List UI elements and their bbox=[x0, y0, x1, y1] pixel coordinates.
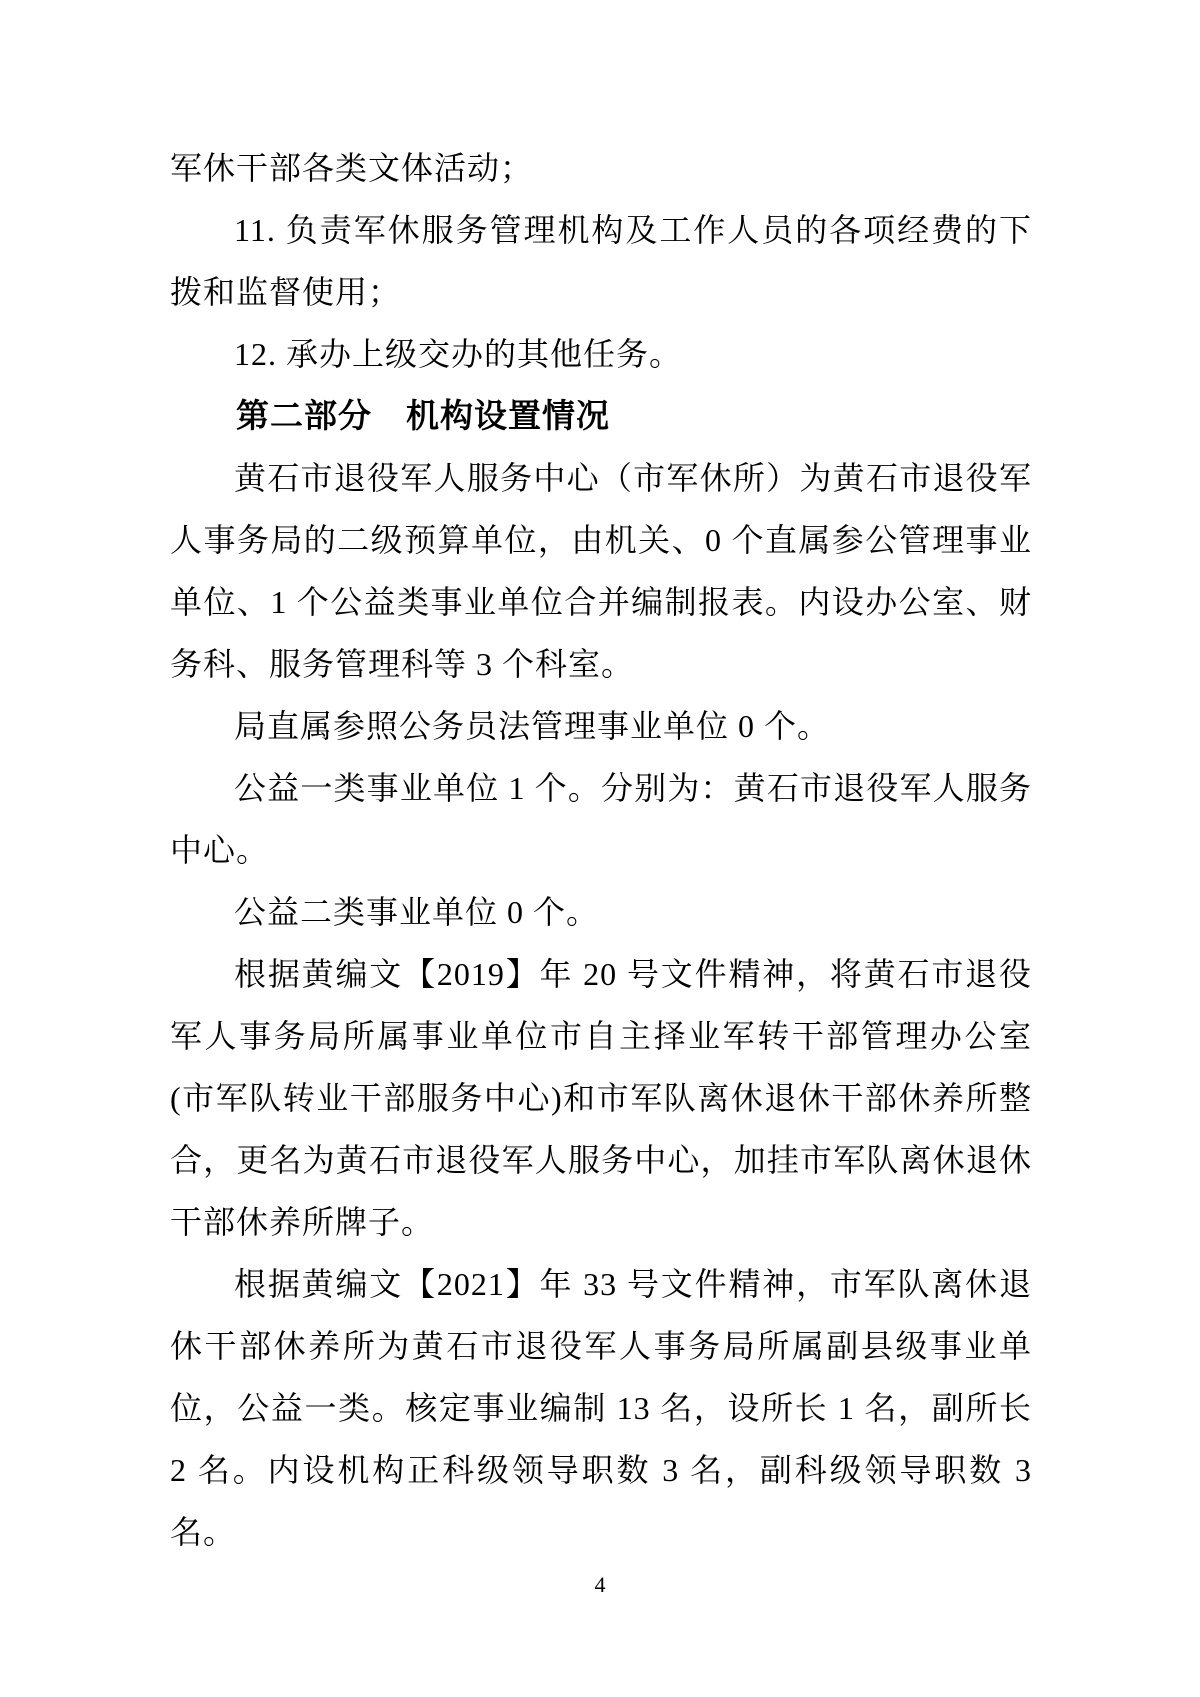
paragraph-doc-2021-33: 根据黄编文【2021】年 33 号文件精神，市军队离休退休干部休养所为黄石市退役军人事务局所属副县级事业单位，公益一类。核定事业编制 13 名，设所长 1 名，副所长 2 名。内设机构正科级领导职数 3 名，副科级领导职数 3 名。 bbox=[170, 1266, 1032, 1550]
numbered-item-12: 12. 承办上级交办的其他任务。 bbox=[234, 336, 683, 372]
document-body bbox=[170, 137, 1032, 1563]
continuation-line: 军休干部各类文体活动； bbox=[170, 150, 534, 186]
page-number: 4 bbox=[594, 1572, 606, 1597]
paragraph-public-welfare-type1: 公益一类事业单位 1 个。分别为：黄石市退役军人服务中心。 bbox=[170, 770, 1032, 868]
paragraph-doc-2019-20: 根据黄编文【2019】年 20 号文件精神，将黄石市退役军人事务局所属事业单位市自主择业军转干部管理办公室(市军队转业干部服务中心)和市军队离休退休干部休养所整合，更名为黄石市退役军人服务中心，加挂市军队离休退休干部休养所牌子。 bbox=[170, 956, 1032, 1240]
paragraph-org-overview: 黄石市退役军人服务中心（市军休所）为黄石市退役军人事务局的二级预算单位，由机关、0 个直属参公管理事业单位、1 个公益类事业单位合并编制报表。内设办公室、财务科、服务管理科等 3 个科室。 bbox=[170, 460, 1032, 682]
paragraph-public-welfare-type2: 公益二类事业单位 0 个。 bbox=[234, 894, 600, 930]
paragraph-civil-service-units: 局直属参照公务员法管理事业单位 0 个。 bbox=[234, 708, 831, 744]
section-heading-part-2: 第二部分 机构设置情况 bbox=[236, 397, 610, 434]
numbered-item-11: 11. 负责军休服务管理机构及工作人员的各项经费的下拨和监督使用； bbox=[170, 212, 1032, 310]
